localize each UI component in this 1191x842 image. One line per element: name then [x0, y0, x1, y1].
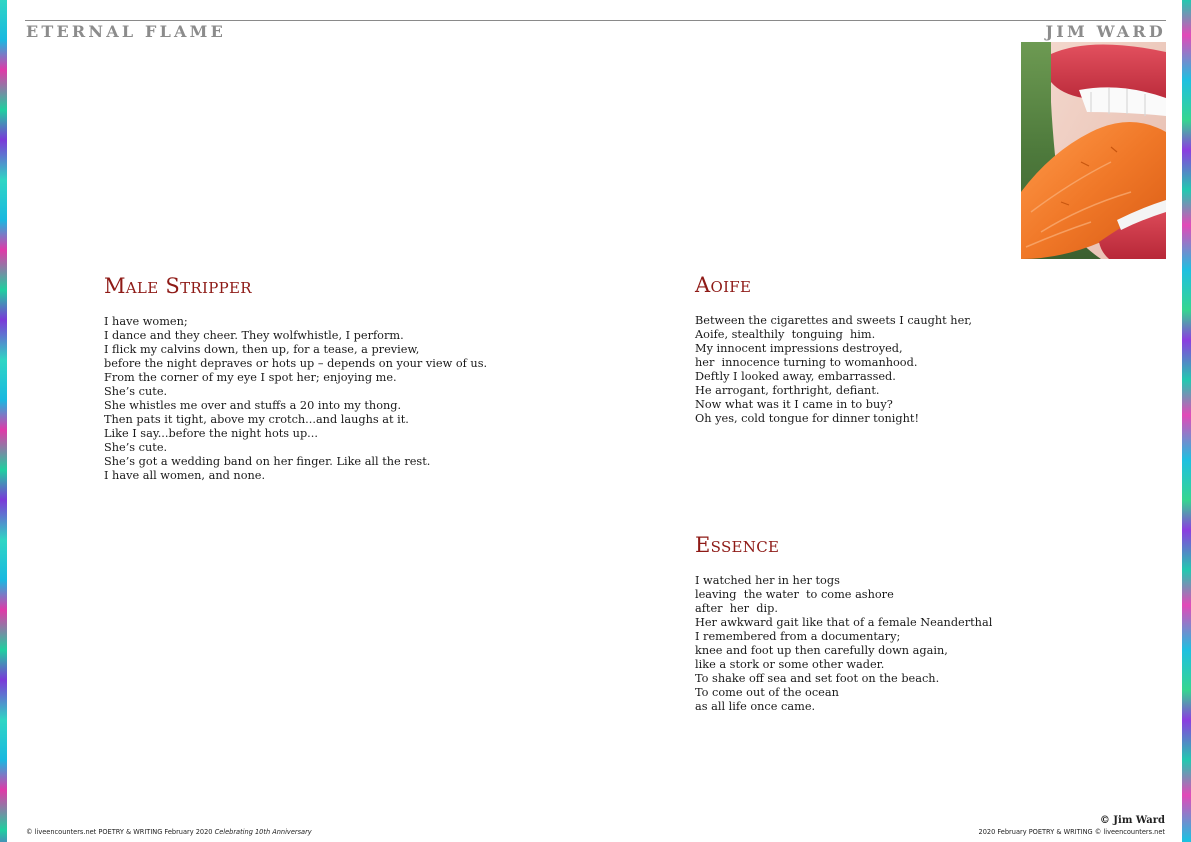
footer-right: 2020 February POETRY & WRITING © liveencounters.net [978, 828, 1165, 836]
poem-line: Now what was it I came in to buy? [695, 398, 893, 411]
poem-line: knee and foot up then carefully down again, [695, 644, 948, 657]
poem-line: Between the cigarettes and sweets I caught her, [695, 314, 973, 327]
poem-line: Like I say...before the night hots up... [104, 427, 318, 440]
mouth-biting-carrot-image [1021, 42, 1166, 259]
poem-line: before the night depraves or hots up – depends on your view of us. [104, 357, 488, 370]
poem-line: From the corner of my eye I spot her; enjoying me. [104, 371, 397, 384]
poem-line: I have all women, and none. [104, 469, 266, 482]
poem-line: My innocent impressions destroyed, [695, 342, 903, 355]
footer-left [26, 828, 312, 836]
header-rule [25, 20, 1166, 21]
poem-body-aoife [695, 314, 972, 426]
poem-line: after her dip. [695, 602, 778, 615]
poem-title-male-stripper: Male Stripper [104, 274, 252, 298]
poem-line: I watched her in her togs [695, 574, 840, 587]
running-head-author: JIM WARD [1045, 22, 1166, 41]
poem-line: as all life once came. [695, 700, 816, 713]
poem-line: He arrogant, forthright, defiant. [695, 384, 880, 397]
poem-line: like a stork or some other wader. [695, 658, 885, 671]
poem-line: her innocence turning to womanhood. [695, 356, 918, 369]
poem-body-male-stripper [104, 315, 487, 483]
poem-line: I dance and they cheer. They wolfwhistle, I perform. [104, 329, 404, 342]
decorative-edge-right [1182, 0, 1191, 842]
decorative-edge-left [0, 0, 7, 842]
poem-body-essence [695, 574, 992, 714]
poem-line: leaving the water to come ashore [695, 588, 894, 601]
poem-title-aoife: Aoife [695, 273, 752, 297]
poem-line: To shake off sea and set foot on the beach. [695, 672, 940, 685]
poem-line: She’s got a wedding band on her finger. Like all the rest. [104, 455, 431, 468]
poem-line: Deftly I looked away, embarrassed. [695, 370, 896, 383]
poem-line: I remembered from a documentary; [695, 630, 901, 643]
poem-line: I have women; [104, 315, 188, 328]
poem-line: Then pats it tight, above my crotch...and laughs at it. [104, 413, 409, 426]
poem-line: She’s cute. [104, 441, 168, 454]
poem-title-essence: Essence [695, 533, 780, 557]
poem-line: To come out of the ocean [695, 686, 839, 699]
poem-line: Oh yes, cold tongue for dinner tonight! [695, 412, 920, 425]
poem-line: Aoife, stealthily tonguing him. [695, 328, 876, 341]
poem-line: She whistles me over and stuffs a 20 into my thong. [104, 399, 402, 412]
running-head-title: ETERNAL FLAME [26, 22, 226, 41]
poem-line: I flick my calvins down, then up, for a tease, a preview, [104, 343, 420, 356]
footer-left-anniversary: Celebrating 10th Anniversary [214, 828, 312, 836]
poem-line: Her awkward gait like that of a female Neanderthal [695, 616, 993, 629]
author-copyright: © Jim Ward [1099, 815, 1165, 826]
poem-line: She’s cute. [104, 385, 168, 398]
footer-left-text: © liveencounters.net POETRY & WRITING February 2020 [26, 828, 215, 836]
